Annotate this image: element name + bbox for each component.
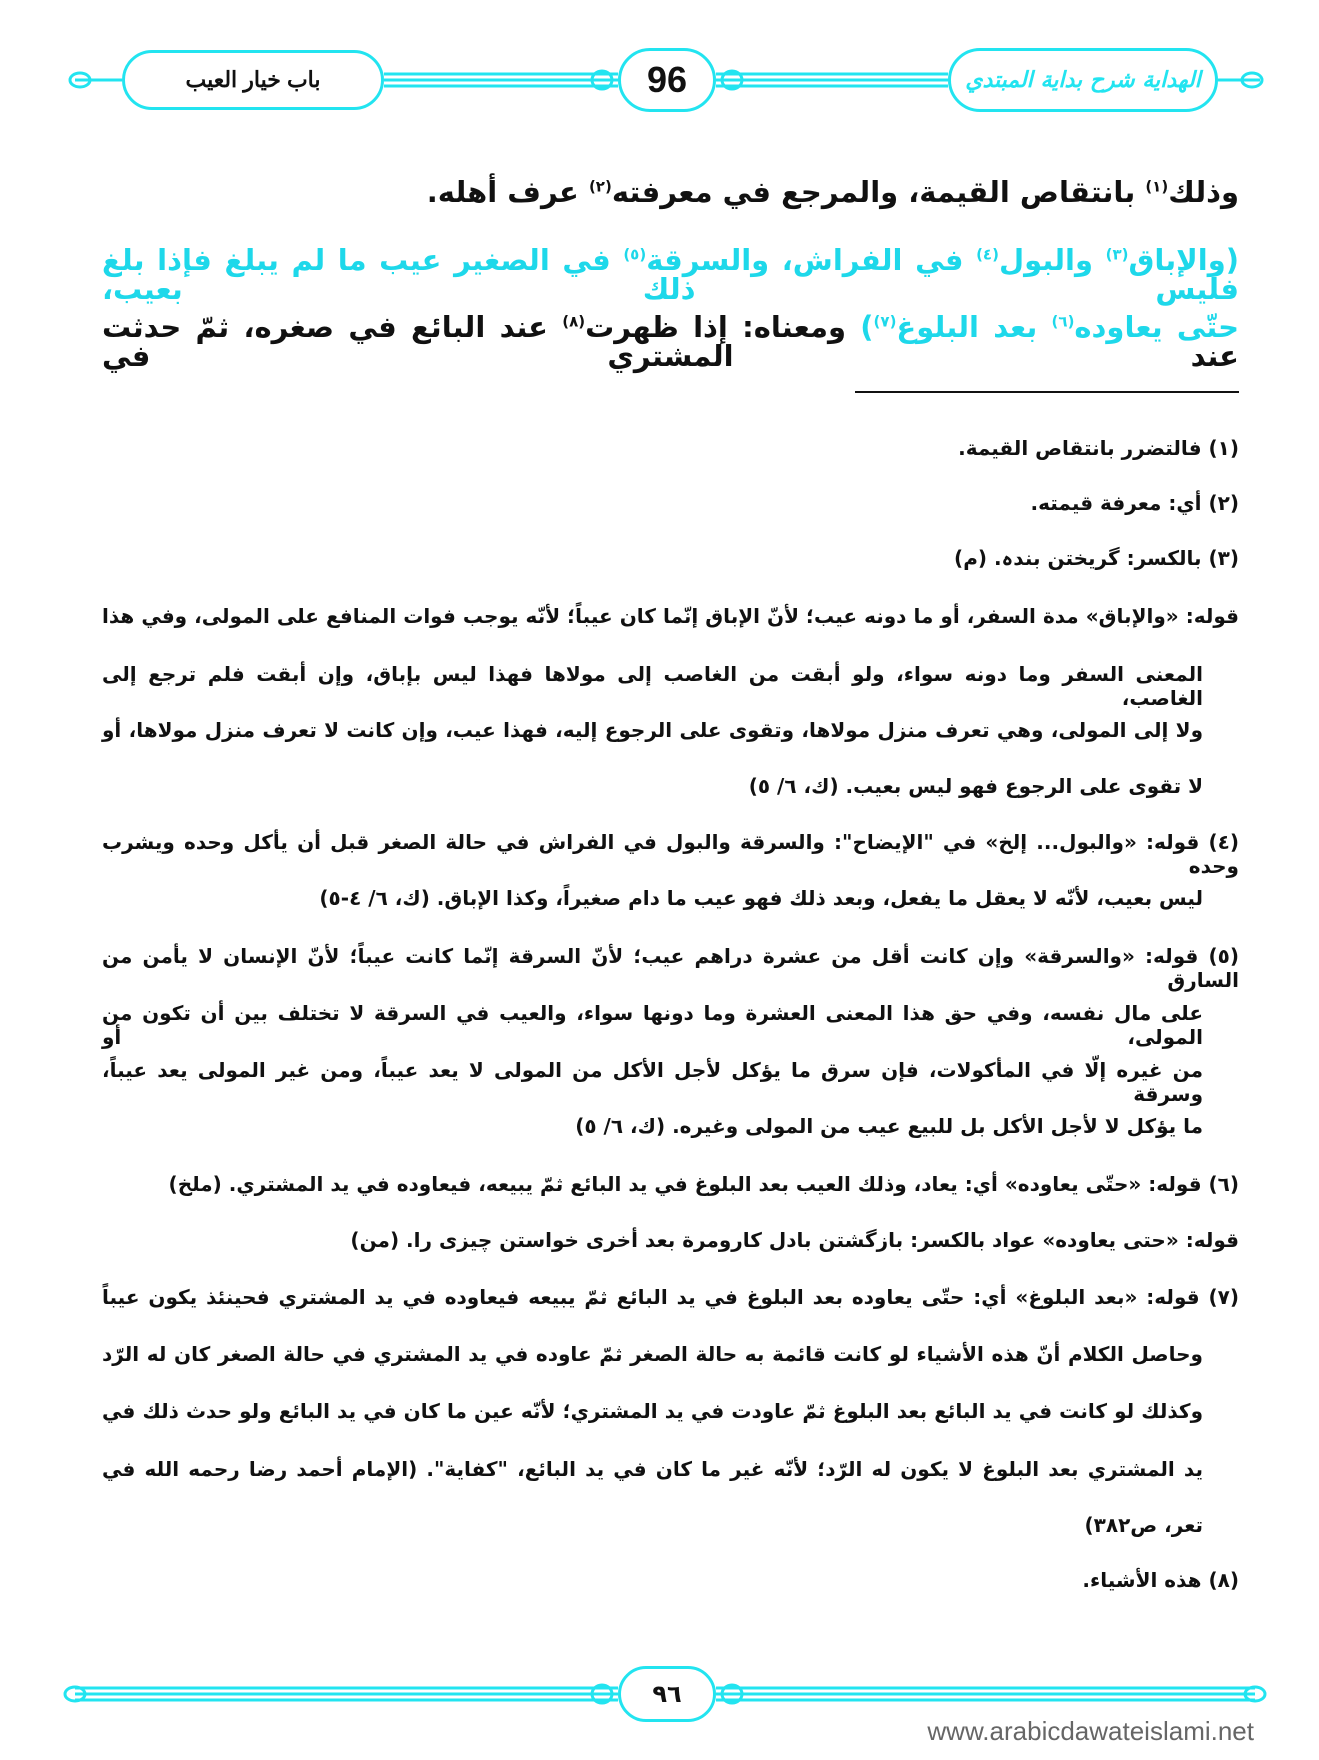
footnote-line: (٤) قوله: «والبول... إلخ» في "الإيضاح": والسرقة والبول في الفراش في حالة الصغر قبل أن يأكل وحده ويشرب وحده — [102, 830, 1239, 878]
footnote-line: ولا إلى المولى، وهي تعرف منزل مولاها، وتقوى على الرجوع إليه، فهذا عيب، وإن كانت لا تعرف منزل مولاها، أو — [102, 718, 1203, 742]
website-link[interactable]: www.arabicdawateislami.net — [927, 1716, 1254, 1746]
main-text-line-3 — [102, 310, 1239, 373]
footnote-line: المعنى السفر وما دونه سواء، ولو أبقت من الغاصب إلى مولاها فهذا ليس بإباق، وإن أبقت فلم ترجع إلى الغاصب، — [102, 662, 1203, 710]
footnote-ref: (٨) — [562, 312, 586, 331]
matn-text: بعد البلوغ — [896, 310, 1052, 344]
text: بانتقاص القيمة، والمرجع في معرفته — [611, 175, 1146, 209]
chapter-title: باب خيار العيب — [122, 50, 384, 110]
footer-page-number: ٩٦ — [618, 1666, 716, 1722]
matn-text: حتّى يعاوده — [1074, 310, 1239, 344]
footnote-line: ما يؤكل لا لأجل الأكل بل للبيع عيب من المولى وغيره. (ك، ٦/ ٥) — [575, 1114, 1203, 1138]
footnote-ref: (٢) — [588, 177, 612, 196]
footnote-line: ليس بعيب، لأنّه لا يعقل ما يفعل، وبعد ذلك فهو عيب ما دام صغيراً، وكذا الإباق. (ك، ٦/ ٤-٥) — [319, 886, 1203, 910]
matn-text: (والإباق — [1128, 243, 1239, 277]
footnote-line: وكذلك لو كانت في يد البائع بعد البلوغ ثمّ عاودت في يد المشتري؛ لأنّه عين ما كان في يد البائع ولو حدث ذلك في — [102, 1399, 1203, 1423]
footnote-line: (٦) قوله: «حتّى يعاوده» أي: يعاد، وذلك العيب بعد البلوغ في يد البائع ثمّ يبيعه، فيعاوده في يد المشتري. (ملخ) — [168, 1172, 1239, 1196]
footnote-line: (١) فالتضرر بانتقاص القيمة. — [958, 436, 1239, 460]
main-text-line-1 — [102, 175, 1239, 209]
footnote-ref: (٤) — [976, 245, 999, 264]
footnote-line: (٥) قوله: «والسرقة» وإن كانت أقل من عشرة دراهم عيب؛ لأنّ السرقة إنّما كانت عيباً؛ لأنّ الإنسان لا يأمن من السارق — [102, 944, 1239, 992]
footnote-line: وحاصل الكلام أنّ هذه الأشياء لو كانت قائمة به حالة الصغر ثمّ عاوده في يد المشتري في حالة الصغر كان له الرّد — [102, 1342, 1203, 1366]
matn-text: ) — [860, 310, 874, 344]
footnote-line: من غيره إلّا في المأكولات، فإن سرق ما يؤكل لأجل الأكل من المولى لا يعد عيباً، ومن غير المولى يعد عيباً، وسرقة — [102, 1058, 1203, 1106]
matn-text: والبول — [998, 243, 1106, 277]
footnote-line: (٣) بالكسر: گريختن بندہ. (م) — [954, 546, 1239, 570]
text: عند البائع في صغره، ثمّ حدثت عند المشتري في — [102, 310, 1239, 373]
matn-text: في الصغير عيب ما لم يبلغ فإذا بلغ فليس ذلك بعيب، — [102, 243, 1239, 306]
footnote-line: لا تقوى على الرجوع فهو ليس بعيب. (ك، ٦/ ٥) — [748, 774, 1203, 798]
footnote-line: (٧) قوله: «بعد البلوغ» أي: حتّى يعاوده بعد البلوغ في يد البائع ثمّ يبيعه فيعاوده في يد المشتري فحينئذ يكون عيباً — [102, 1285, 1239, 1309]
matn-text: في الفراش، والسرقة — [646, 243, 977, 277]
footnote-line: (٨) هذه الأشياء. — [1082, 1568, 1239, 1592]
footnote-line: على مال نفسه، وفي حق هذا المعنى العشرة وما دونها سواء، والعيب في السرقة لا تختلف بين أن تكون من المولى، أو — [102, 1001, 1203, 1049]
page-number: 96 — [618, 48, 716, 112]
footnote-ref: (٦) — [1051, 312, 1075, 331]
footnote-line: (٢) أي: معرفة قيمته. — [1030, 491, 1239, 515]
footnote-ref: (٧) — [873, 312, 897, 331]
footnote-line: تعر، ص٣٨٢) — [1084, 1513, 1203, 1537]
footnote-ref: (٣) — [1105, 245, 1129, 264]
footnote-ref: (١) — [1145, 177, 1169, 196]
book-title-logo: الهداية شرح بداية المبتدي — [948, 48, 1218, 112]
text: ومعناه: إذا ظهرت — [585, 310, 861, 344]
text: عرف أهله. — [426, 175, 589, 209]
text: وذلك — [1168, 175, 1239, 209]
matn-line-2 — [102, 243, 1239, 306]
footnote-line: قوله: «والإباق» مدة السفر، أو ما دونه عيب؛ لأنّ الإباق إنّما كان عيباً؛ لأنّه يوجب فوات المنافع على المولى، وفي هذا — [102, 604, 1239, 628]
page-header — [0, 40, 1319, 120]
footnote-line: يد المشتري بعد البلوغ لا يكون له الرّد؛ لأنّه غير ما كان في يد البائع، "كفاية". (الإمام أحمد رضا رحمه الله في — [102, 1457, 1203, 1481]
footnote-ref: (٥) — [623, 245, 647, 264]
footnote-line: قوله: «حتى يعاوده» عواد بالكسر: بازگشتن بادل کارومرة بعد أخرى خواستن چیزی را. (من) — [350, 1228, 1239, 1252]
footnote-separator — [855, 391, 1239, 393]
